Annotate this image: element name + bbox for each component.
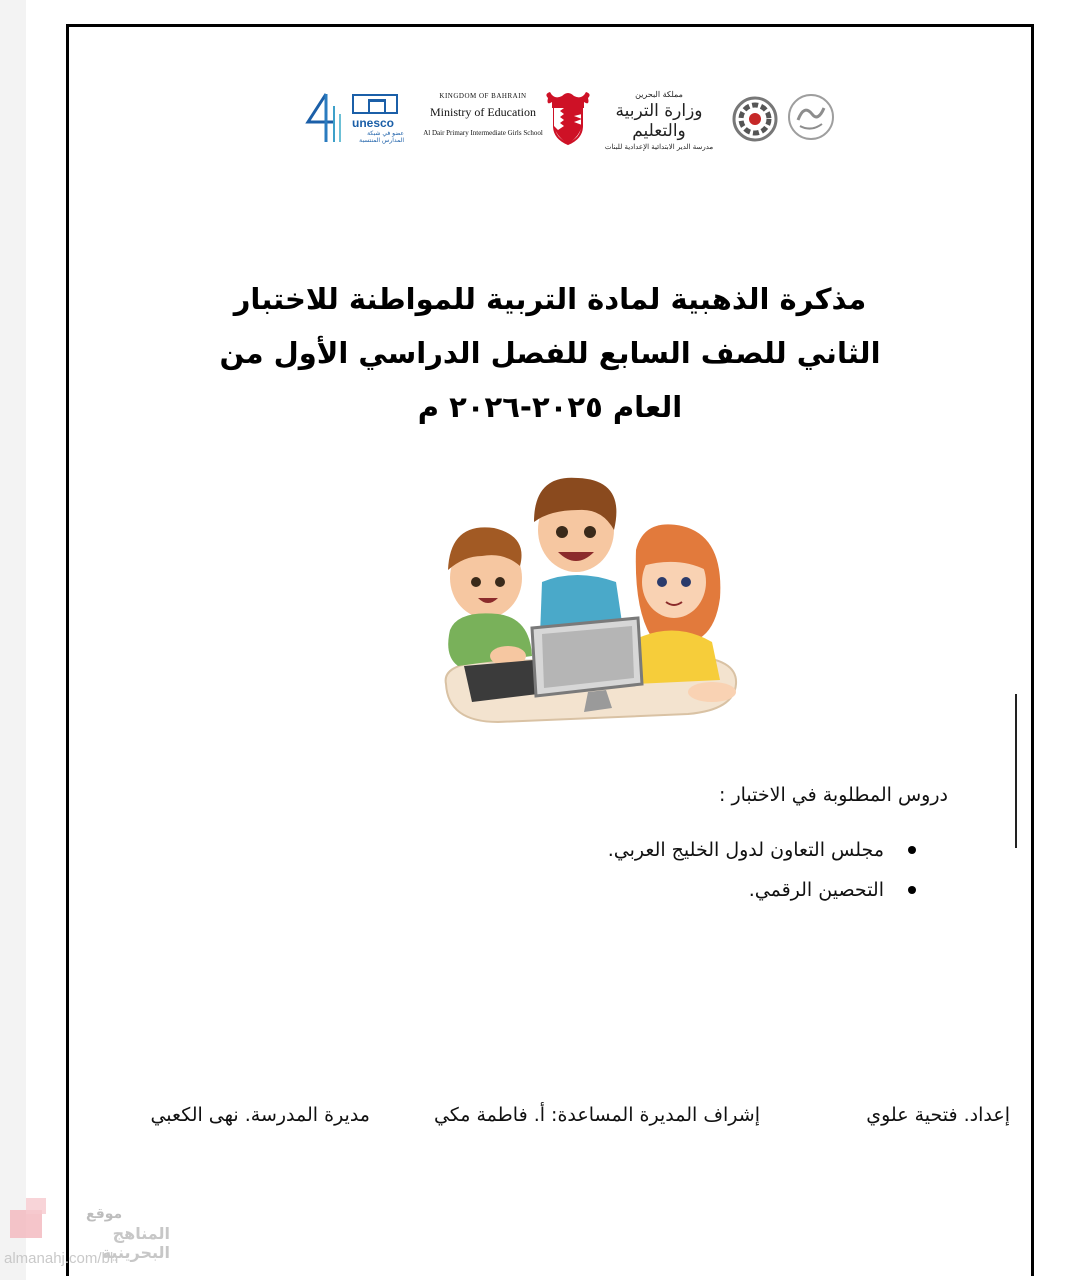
kingdom-label: KINGDOM OF BAHRAIN (439, 92, 527, 100)
watermark-line-1: موقع (86, 1206, 123, 1222)
title-line-1: مذكرة الذهبية لمادة التربية للمواطنة للاختبار (233, 282, 867, 316)
ministry-arabic-logo (594, 90, 724, 152)
sdg4-logo-icon (304, 92, 346, 144)
principal-name: مديرة المدرسة. نهى الكعبي (150, 1104, 370, 1126)
bullet-icon (908, 846, 916, 854)
kingdom-label-ar: مملكة البحرين (635, 90, 683, 99)
kids-computer-illustration (438, 470, 742, 732)
title-line-3: العام ٢٠٢٥-٢٠٢٦ م (417, 390, 683, 424)
watermark-url: almanahj.com/bh (4, 1250, 119, 1267)
ministry-label: Ministry of Education (430, 105, 536, 119)
school-ring-logo-icon (732, 96, 778, 142)
site-watermark (0, 1198, 170, 1276)
school-calligraphy-seal-icon (786, 92, 836, 142)
bahrain-emblem-icon (544, 90, 592, 146)
school-label-ar: مدرسة الدير الابتدائية الإعدادية للبنات (604, 143, 714, 151)
lesson-text: التحصين الرقمي. (748, 879, 884, 901)
watermark-line-2: المناهج البحرينية (101, 1224, 170, 1262)
unesco-temple-icon (352, 94, 398, 114)
ministry-english-logo (408, 92, 558, 148)
lessons-list (560, 830, 920, 910)
header-logos (300, 84, 840, 154)
list-item (560, 830, 920, 870)
lessons-heading: دروس المطلوبة في الاختبار : (719, 784, 948, 806)
unesco-logo (352, 94, 404, 144)
prepared-by: إعداد. فتحية علوي (866, 1104, 1010, 1126)
signatures-footer (120, 1104, 1010, 1140)
document-title (190, 272, 910, 434)
supervised-by: إشراف المديرة المساعدة: أ. فاطمة مكي (433, 1104, 760, 1126)
vertical-rule (1015, 694, 1017, 848)
ministry-label-ar: وزارة التربية والتعليم (615, 101, 703, 141)
title-line-2: الثاني للصف السابع للفصل الدراسي الأول من (219, 336, 881, 370)
school-label-en: Al Dair Primary Intermediate Girls School (423, 129, 543, 137)
watermark-logo-icon (26, 1198, 46, 1214)
watermark-logo-icon (10, 1210, 42, 1238)
lesson-text: مجلس التعاون لدول الخليج العربي. (607, 839, 884, 861)
unesco-word: unesco (352, 116, 395, 130)
unesco-subtitle: عضو في شبكة المدارس المنتسبة (359, 130, 404, 144)
list-item (560, 870, 920, 910)
bullet-icon (908, 886, 916, 894)
